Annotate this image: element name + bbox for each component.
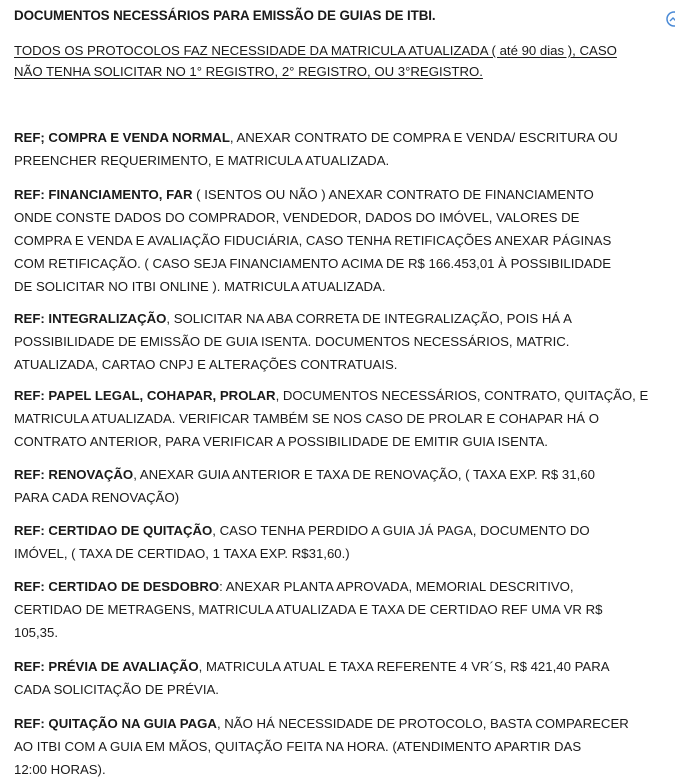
requirement-text: CERTIDAO DE METRAGENS, MATRICULA ATUALIZADA E TAXA DE CERTIDAO REF UMA VR R$ (14, 602, 603, 617)
requirement-label: REF; COMPRA E VENDA NORMAL (14, 130, 230, 145)
requirement-text: , DOCUMENTOS NECESSÁRIOS, CONTRATO, QUITAÇÃO, E (275, 388, 649, 403)
requirement-label: REF: CERTIDAO DE QUITAÇÃO (14, 523, 213, 538)
requirement-papel-legal (14, 384, 664, 453)
requirement-integralizacao (14, 307, 664, 376)
requirement-text: MATRICULA ATUALIZADA. VERIFICAR TAMBÉM SE NOS CASO DE PROLAR E COHAPAR HÁ O (14, 411, 599, 426)
requirement-quitacao-guia-paga (14, 712, 664, 781)
notice-line: NÃO TENHA SOLICITAR NO 1° REGISTRO, 2° REGISTRO, OU 3°REGISTRO. (14, 64, 483, 79)
requirement-text: COMPRA E VENDA E AVALIAÇÃO FIDUCIÁRIA, CASO TENHA RETIFICAÇÕES ANEXAR PÁGINAS (14, 233, 612, 248)
requirement-text: COM RETIFICAÇÃO. ( CASO SEJA FINANCIAMENTO ACIMA DE R$ 166.453,01 À POSSIBILIDADE (14, 256, 612, 271)
requirement-text: POSSIBILIDADE DE EMISSÃO DE GUIA ISENTA. DOCUMENTOS NECESSÁRIOS, MATRIC. (14, 334, 570, 349)
requirement-text: AO ITBI COM A GUIA EM MÃOS, QUITAÇÃO FEITA NA HORA. (ATENDIMENTO APARTIR DAS (14, 739, 582, 754)
requirement-text: ( ISENTOS OU NÃO ) ANEXAR CONTRATO DE FINANCIAMENTO (192, 187, 594, 202)
requirement-text: PARA CADA RENOVAÇÃO) (14, 490, 180, 505)
requirement-text: CADA SOLICITAÇÃO DE PRÉVIA. (14, 682, 219, 697)
requirement-text: PREENCHER REQUERIMENTO, E MATRICULA ATUALIZADA. (14, 153, 390, 168)
requirement-certidao-quitacao (14, 519, 664, 565)
document-title: DOCUMENTOS NECESSÁRIOS PARA EMISSÃO DE GUIAS DE ITBI. (14, 8, 436, 23)
atualizacao-notice (14, 40, 662, 82)
requirement-label: REF: PRÉVIA DE AVALIAÇÃO (14, 659, 199, 674)
requirement-label: REF: INTEGRALIZAÇÃO (14, 311, 167, 326)
requirement-text: IMÓVEL, ( TAXA DE CERTIDAO, 1 TAXA EXP. R$31,60.) (14, 546, 350, 561)
requirement-label: REF: PAPEL LEGAL, COHAPAR, PROLAR (14, 388, 276, 403)
requirement-text: , ANEXAR GUIA ANTERIOR E TAXA DE RENOVAÇÃO, ( TAXA EXP. R$ 31,60 (133, 467, 595, 482)
requirement-text: ONDE CONSTE DADOS DO COMPRADOR, VENDEDOR, DADOS DO IMÓVEL, VALORES DE (14, 210, 580, 225)
requirement-text: CONTRATO ANTERIOR, PARA VERIFICAR A POSSIBILIDADE DE EMITIR GUIA ISENTA. (14, 434, 548, 449)
requirement-label: REF: QUITAÇÃO NA GUIA PAGA (14, 716, 217, 731)
requirement-text: DE SOLICITAR NO ITBI ONLINE ). MATRICULA ATUALIZADA. (14, 279, 386, 294)
requirement-compra-venda (14, 126, 664, 172)
requirement-text: , CASO TENHA PERDIDO A GUIA JÁ PAGA, DOCUMENTO DO (212, 523, 590, 538)
requirement-text: , SOLICITAR NA ABA CORRETA DE INTEGRALIZAÇÃO, POIS HÁ A (166, 311, 572, 326)
requirement-text: , ANEXAR CONTRATO DE COMPRA E VENDA/ ESCRITURA OU (229, 130, 618, 145)
requirement-text: : ANEXAR PLANTA APROVADA, MEMORIAL DESCRITIVO, (219, 579, 574, 594)
requirement-text: ATUALIZADA, CARTAO CNPJ E ALTERAÇÕES CONTRATUAIS. (14, 357, 398, 372)
requirement-certidao-desdobro (14, 575, 664, 644)
requirement-label: REF: RENOVAÇÃO (14, 467, 134, 482)
requirement-renovacao (14, 463, 664, 509)
requirement-text: , NÃO HÁ NECESSIDADE DE PROTOCOLO, BASTA COMPARECER (216, 716, 629, 731)
requirement-text: 12:00 HORAS). (14, 762, 106, 777)
edit-icon[interactable] (665, 10, 675, 28)
requirement-text: 105,35. (14, 625, 58, 640)
requirement-financiamento (14, 183, 664, 298)
requirement-label: REF: FINANCIAMENTO, FAR (14, 187, 193, 202)
requirement-label: REF: CERTIDAO DE DESDOBRO (14, 579, 220, 594)
requirement-previa-avaliacao (14, 655, 664, 701)
notice-line: TODOS OS PROTOCOLOS FAZ NECESSIDADE DA MATRICULA ATUALIZADA ( até 90 dias ), CASO (14, 43, 617, 58)
requirement-text: , MATRICULA ATUAL E TAXA REFERENTE 4 VR´S, R$ 421,40 PARA (198, 659, 610, 674)
